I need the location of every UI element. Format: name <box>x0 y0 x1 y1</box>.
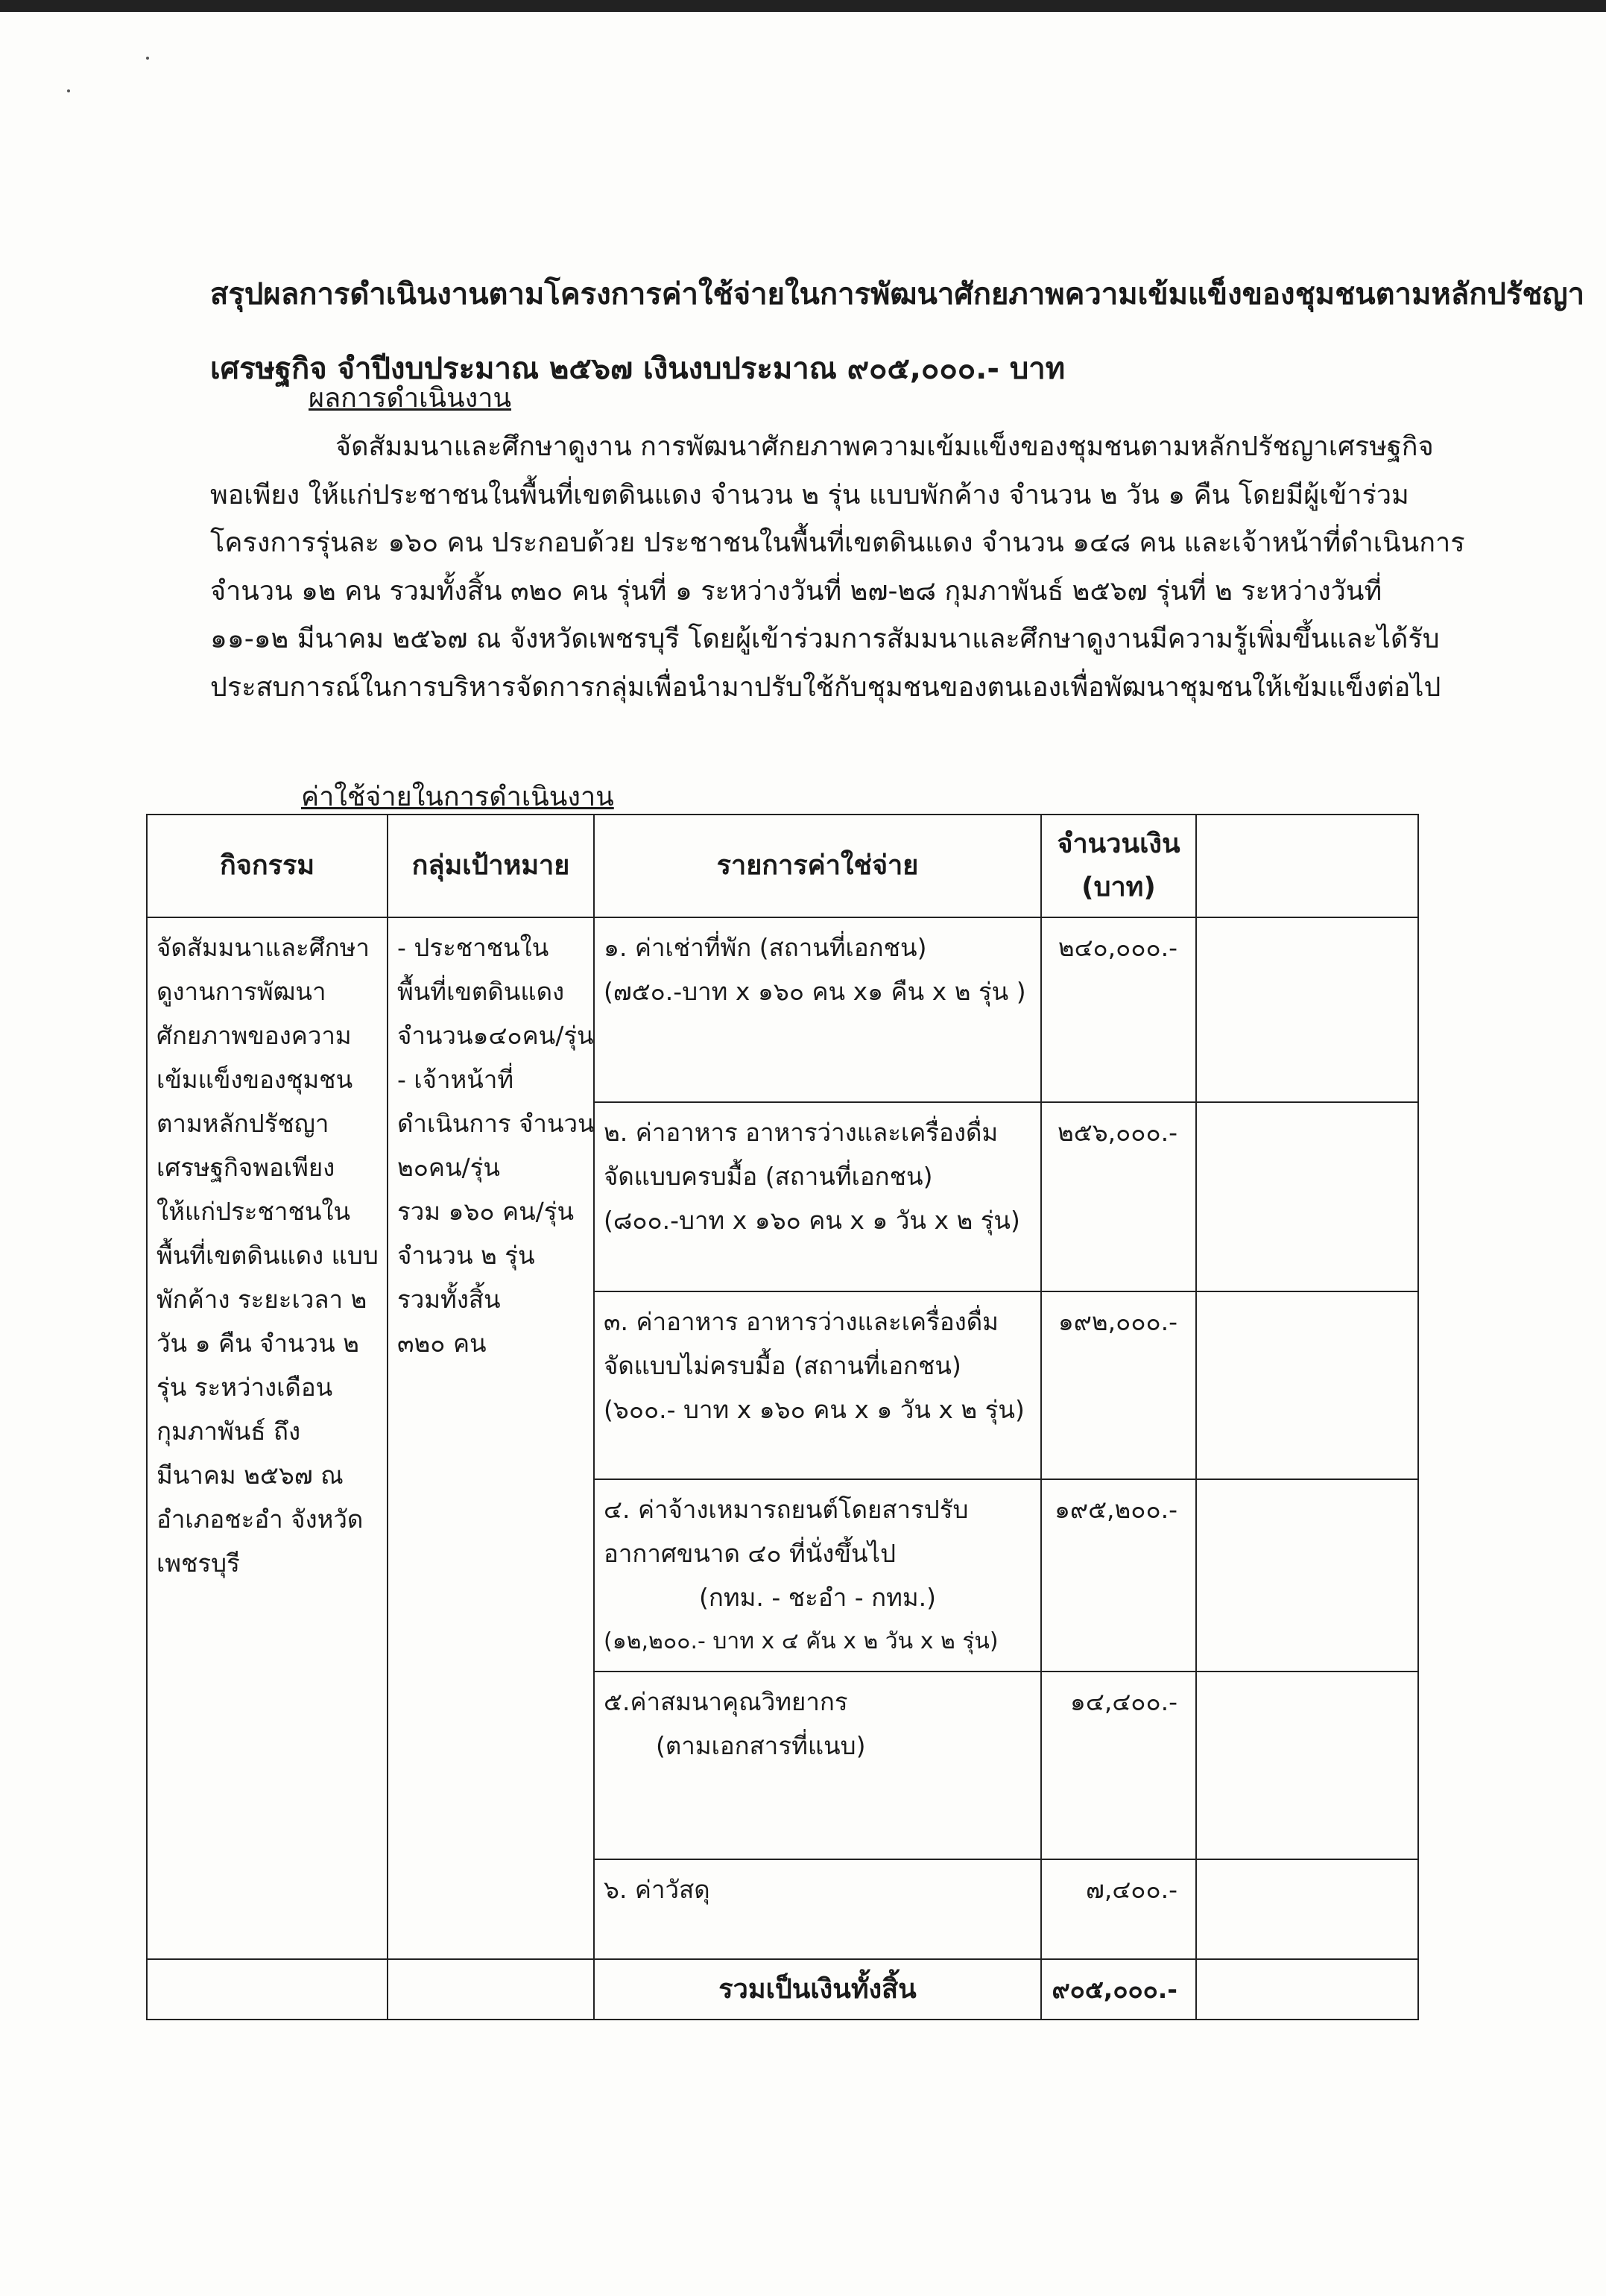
cell-line: ดำเนินการ จำนวน <box>397 1109 595 1138</box>
scan-speck <box>146 57 149 60</box>
table-header-row <box>147 815 1418 917</box>
item-line: ๖. ค่าวัสดุ <box>604 1875 710 1904</box>
amount-item-6: ๗,๔๐๐.- <box>1041 1859 1196 1959</box>
header-amount-line-1: จำนวนเงิน <box>1057 829 1180 859</box>
amount-item-2: ๒๕๖,๐๐๐.- <box>1041 1102 1196 1291</box>
cell-line: รวม ๑๖๐ คน/รุ่น <box>397 1197 575 1226</box>
amount-item-3: ๑๙๒,๐๐๐.- <box>1041 1291 1196 1479</box>
expense-item-2 <box>594 1102 1041 1291</box>
cell-line: ให้แก่ประชาชนใน <box>157 1197 351 1226</box>
cell-line: พื้นที่เขตดินแดง แบบ <box>157 1241 379 1270</box>
paragraph-line: ประสบการณ์ในการบริหารจัดการกลุ่มเพื่อนำมาปรับใช้กับชุมชนของตนเองเพื่อพัฒนาชุมชนให้เข้มแข็งต่อไป <box>210 671 1441 703</box>
blank-cell <box>1196 1672 1418 1859</box>
item-line: จัดแบบครบมื้อ (สถานที่เอกชน) <box>604 1162 933 1191</box>
results-paragraph <box>210 423 1465 712</box>
item-line: ๒. ค่าอาหาร อาหารว่างและเครื่องดื่ม <box>604 1118 999 1147</box>
cell-line: ตามหลักปรัชญา <box>157 1109 329 1138</box>
blank-cell <box>388 1959 594 2020</box>
blank-cell <box>1196 1959 1418 2020</box>
scan-top-edge <box>0 0 1606 12</box>
cell-line: - เจ้าหน้าที่ <box>397 1065 514 1094</box>
paragraph-line: จำนวน ๑๒ คน รวมทั้งสิ้น ๓๒๐ คน รุ่นที่ ๑ ระหว่างวันที่ ๒๗-๒๘ กุมภาพันธ์ ๒๕๖๗ รุ่นที่ ๒ ระหว่างวันที่ <box>210 575 1382 607</box>
cell-line: อำเภอชะอำ จังหวัด <box>157 1505 364 1534</box>
total-amount: ๙๐๕,๐๐๐.- <box>1041 1959 1196 2020</box>
cell-line: จัดสัมมนาและศึกษา <box>157 933 370 962</box>
amount-item-4: ๑๙๕,๒๐๐.- <box>1041 1479 1196 1672</box>
header-amount-line-2: (บาท) <box>1081 872 1156 902</box>
cell-line: ศักยภาพของความ <box>157 1021 352 1050</box>
target-cell <box>388 917 594 1959</box>
header-amount <box>1041 815 1196 917</box>
paragraph-line: ๑๑-๑๒ มีนาคม ๒๕๖๗ ณ จังหวัดเพชรบุรี โดยผู้เข้าร่วมการสัมมนาและศึกษาดูงานมีความรู้เพิ่มขึ้นและได้รับ <box>210 624 1440 655</box>
header-target: กลุ่มเป้าหมาย <box>388 815 594 917</box>
cell-line: พักค้าง ระยะเวลา ๒ <box>157 1285 367 1314</box>
cell-line: ดูงานการพัฒนา <box>157 977 326 1006</box>
item-line: (กทม. - ชะอำ - กทม.) <box>699 1583 936 1612</box>
item-line: (๗๕๐.-บาท x ๑๖๐ คน x๑ คืน x ๒ รุ่น ) <box>604 977 1026 1006</box>
expense-table <box>146 814 1419 2020</box>
blank-cell <box>1196 917 1418 1102</box>
expense-item-4 <box>594 1479 1041 1672</box>
cell-line: วัน ๑ คืน จำนวน ๒ <box>157 1329 359 1358</box>
paragraph-line: โครงการรุ่นละ ๑๖๐ คน ประกอบด้วย ประชาชนในพื้นที่เขตดินแดง จำนวน ๑๔๘ คน และเจ้าหน้าที่ดำเนินการ <box>210 528 1465 559</box>
item-line: จัดแบบไม่ครบมื้อ (สถานที่เอกชน) <box>604 1351 961 1380</box>
cell-line: มีนาคม ๒๕๖๗ ณ <box>157 1461 344 1490</box>
header-items: รายการค่าใช่จ่าย <box>594 815 1041 917</box>
expense-item-3 <box>594 1291 1041 1479</box>
header-activity: กิจกรรม <box>147 815 388 917</box>
item-line: (๘๐๐.-บาท x ๑๖๐ คน x ๑ วัน x ๒ รุ่น) <box>604 1206 1020 1235</box>
title-line-1: สรุปผลการดำเนินงานตามโครงการค่าใช้จ่ายในการพัฒนาศักยภาพความเข้มแข็งของชุมชนตามหลักปรัชญา <box>210 277 1585 311</box>
item-line: ๑. ค่าเช่าที่พัก (สถานที่เอกชน) <box>604 933 927 962</box>
expenses-heading: ค่าใช้จ่ายในการดำเนินงาน <box>301 782 614 812</box>
scan-speck <box>67 89 70 92</box>
item-line: (๖๐๐.- บาท x ๑๖๐ คน x ๑ วัน x ๒ รุ่น) <box>604 1395 1025 1424</box>
cell-line: เพชรบุรี <box>157 1549 240 1578</box>
total-label: รวมเป็นเงินทั้งสิ้น <box>594 1959 1041 2020</box>
blank-cell <box>1196 1291 1418 1479</box>
cell-line: รุ่น ระหว่างเดือน <box>157 1373 333 1402</box>
title-line-2: เศรษฐกิจ จำปีงบประมาณ ๒๕๖๗ เงินงบประมาณ ๙๐๕,๐๐๐.- บาท <box>210 352 1066 386</box>
header-blank <box>1196 815 1418 917</box>
cell-line: กุมภาพันธ์ ถึง <box>157 1417 301 1446</box>
expense-item-1 <box>594 917 1041 1102</box>
blank-cell <box>147 1959 388 2020</box>
blank-cell <box>1196 1102 1418 1291</box>
cell-line: ๒๐คน/รุ่น <box>397 1153 500 1182</box>
cell-line: พื้นที่เขตดินแดง <box>397 977 565 1006</box>
item-line: (๑๒,๒๐๐.- บาท x ๔ คัน x ๒ วัน x ๒ รุ่น) <box>604 1628 999 1654</box>
amount-item-1: ๒๔๐,๐๐๐.- <box>1041 917 1196 1102</box>
blank-cell <box>1196 1859 1418 1959</box>
item-line: ๓. ค่าอาหาร อาหารว่างและเครื่องดื่ม <box>604 1307 999 1336</box>
cell-line: - ประชาชนใน <box>397 933 549 962</box>
total-row <box>147 1959 1418 2020</box>
item-line: อากาศขนาด ๔๐ ที่นั่งขึ้นไป <box>604 1539 897 1568</box>
cell-line: จำนวน ๒ รุ่น <box>397 1241 535 1270</box>
item-line: ๔. ค่าจ้างเหมารถยนต์โดยสารปรับ <box>604 1495 969 1524</box>
cell-line: จำนวน๑๔๐คน/รุ่น <box>397 1021 594 1050</box>
expense-item-5 <box>594 1672 1041 1859</box>
table-row <box>147 917 1418 1102</box>
item-line: (ตามเอกสารที่แนบ) <box>656 1731 866 1760</box>
paragraph-line: พอเพียง ให้แก่ประชาชนในพื้นที่เขตดินแดง จำนวน ๒ รุ่น แบบพักค้าง จำนวน ๒ วัน ๑ คืน โดยมีผู้เข้าร่วม <box>210 479 1409 510</box>
activity-cell <box>147 917 388 1959</box>
expense-item-6 <box>594 1859 1041 1959</box>
blank-cell <box>1196 1479 1418 1672</box>
cell-line: เศรษฐกิจพอเพียง <box>157 1153 335 1182</box>
paragraph-line: จัดสัมมนาและศึกษาดูงาน การพัฒนาศักยภาพความเข้มแข็งของชุมชนตามหลักปรัชญาเศรษฐกิจ <box>335 431 1434 462</box>
item-line: ๕.ค่าสมนาคุณวิทยากร <box>604 1687 848 1716</box>
amount-item-5: ๑๔,๔๐๐.- <box>1041 1672 1196 1859</box>
cell-line: รวมทั้งสิ้น <box>397 1285 501 1314</box>
results-heading: ผลการดำเนินงาน <box>309 383 512 414</box>
cell-line: เข้มแข็งของชุมชน <box>157 1065 353 1094</box>
cell-line: ๓๒๐ คน <box>397 1329 487 1358</box>
